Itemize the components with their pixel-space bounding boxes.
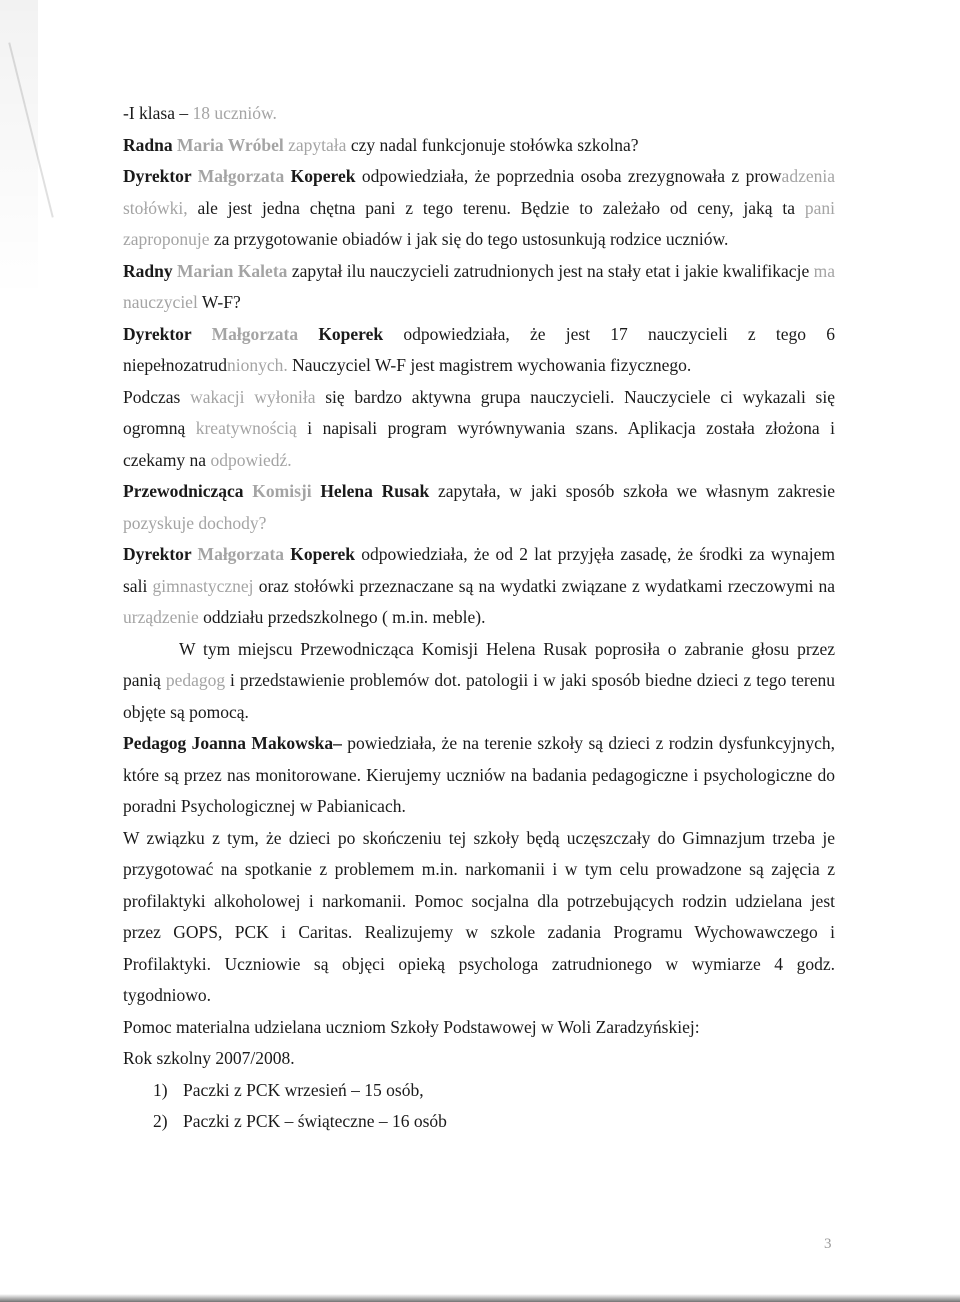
text-run: Małgorzata: [197, 166, 285, 186]
text-run: za przygotowanie obiadów i jak się do tego ustosunkują rodzice uczniów.: [209, 229, 729, 249]
text-run: Pedagog Joanna Makowska–: [123, 733, 342, 753]
document-body: [123, 98, 835, 1138]
text-run: Podczas: [123, 386, 191, 407]
text-run: Dyrektor: [123, 166, 198, 186]
text-run: pedagog: [165, 670, 226, 690]
text-run: Koperek: [284, 544, 356, 564]
text-run: Małgorzata: [211, 323, 299, 344]
list-item-number: 1): [153, 1079, 168, 1100]
text-run: 18 uczniów.: [192, 103, 277, 123]
text-run: Koperek: [284, 166, 356, 186]
text-run: adzenia stołówki,: [123, 166, 835, 218]
text-run: Małgorzata: [197, 544, 285, 564]
paragraph-p10: [123, 823, 835, 1012]
text-run: i napisali program wyrównywania szans. Aplikacja została złożona i czekamy na: [123, 418, 835, 470]
text-run: się bardzo aktywna grupa nauczycieli. Nauczyciele ci wykazali się ogromną: [123, 386, 835, 438]
text-run: zapytała: [283, 134, 347, 155]
aid-list: [123, 1075, 835, 1138]
text-run: Radny: [123, 260, 178, 281]
text-run: W tym miejscu Przewodnicząca Komisji Helena Rusak poprosiła o zabranie głosu przez panią: [123, 638, 835, 690]
text-run: zapytał ilu nauczycieli zatrudnionych jest na stały etat i jakie kwalifikacje: [287, 260, 814, 281]
text-run: zapytała, w jaki sposób szkoła we własnym zakresie: [429, 481, 836, 501]
text-run: pani zaproponuje: [123, 197, 835, 249]
text-run: pozyskuje dochody?: [123, 512, 267, 533]
text-run: i przedstawienie problemów dot. patologii i w jaki sposób biedne dzieci z tego terenu objęte są pomocą.: [123, 670, 835, 722]
text-run: odpowiedziała, że poprzednia osoba zrezygnowała z prow: [355, 166, 782, 186]
text-run: Dyrektor: [123, 323, 212, 344]
text-run: odpowiedź.: [210, 449, 292, 470]
text-run: Radna: [123, 134, 177, 155]
scan-shadow-bottom: [0, 1294, 960, 1302]
paragraph-p12: [123, 1043, 835, 1075]
paragraph-p1: [123, 130, 835, 162]
text-run: W związku z tym, że dzieci po skończeniu tej szkoły będą uczęszczały do Gimnazjum trzeba je przygotować na spotkanie z problemem m.in. narkomanii i w tym celu prowadzone są zajęcia z profilaktyki alkoholowej i narkomanii. Pomoc socjalna dla potrzebujących rodzin udzielana jest przez GOPS, PCK i Caritas. Realizujemy w szkole zadania Programu Wychowawczego i Profilaktyki. Uczniowie są objęci opieką psychologa zatrudnionego w wymiarze 4 godz. tygodniowo.: [123, 827, 835, 1005]
text-run: ale jest jedna chętna pani z tego terenu. Będzie to zależało od ceny, jaką ta: [197, 197, 805, 218]
text-run: gimnastycznej: [152, 575, 254, 596]
text-run: powiedziała, że na terenie szkoły są dzieci z rodzin dysfunkcyjnych, które są przez nas monitorowane. Kierujemy uczniów na badania pedagogiczne i psychologiczne do poradni Psychologicznej w Pabianicach.: [123, 733, 835, 816]
text-run: ma nauczyciel: [123, 260, 836, 312]
paragraph-p11: [123, 1012, 835, 1044]
text-run: W-F?: [197, 292, 241, 312]
paragraph-p7: [123, 539, 835, 634]
list-item-text: Paczki z PCK – świąteczne – 16 osób: [183, 1111, 447, 1131]
text-run: Marian Kaleta: [177, 260, 288, 281]
paragraph-p0: [123, 98, 835, 130]
list-item-text: Paczki z PCK wrzesień – 15 osób,: [183, 1079, 424, 1100]
text-run: kreatywnością: [195, 418, 297, 438]
paragraph-p9: [123, 728, 835, 823]
paragraph-p8: [123, 634, 835, 729]
text-run: oraz stołówki przeznaczane są na wydatki związane z wydatkami rzeczowymi na: [253, 575, 835, 596]
list-item-number: 2): [153, 1111, 168, 1131]
text-run: oddziału przedszkolnego ( m.in. meble).: [198, 607, 486, 627]
text-run: czy nadal funkcjonuje stołówka szkolna?: [346, 134, 639, 155]
text-run: wakacji wyłoniła: [190, 386, 316, 407]
scan-shadow-left: [0, 0, 38, 300]
text-run: Dyrektor: [123, 544, 198, 564]
text-run: Helena Rusak: [311, 481, 430, 501]
paragraph-p2: [123, 161, 835, 256]
text-run: nionych.: [226, 355, 288, 375]
text-run: Rok szkolny 2007/2008.: [123, 1048, 295, 1068]
text-run: Koperek: [298, 323, 384, 344]
text-run: Maria Wróbel: [176, 134, 284, 155]
text-run: -I klasa –: [123, 103, 193, 123]
text-run: Pomoc materialna udzielana uczniom Szkoły Podstawowej w Woli Zaradzyńskiej:: [123, 1016, 700, 1037]
paragraph-p5: [123, 382, 835, 477]
text-run: odpowiedziała, że jest 17 nauczycieli z tego 6 niepełnozatrud: [123, 323, 835, 375]
paragraph-p4: [123, 319, 835, 382]
page-number: 3: [824, 1236, 832, 1252]
list-item: [153, 1075, 835, 1107]
paragraph-p3: [123, 256, 835, 319]
list-item: [153, 1106, 835, 1138]
text-run: urządzenie: [123, 607, 199, 627]
paragraph-p6: [123, 476, 835, 539]
text-run: Przewodnicząca: [123, 481, 253, 501]
paragraphs: [123, 98, 835, 1075]
text-run: odpowiedziała, że od 2 lat przyjęła zasadę, że środki za wynajem sali: [123, 544, 835, 596]
text-run: Nauczyciel W-F jest magistrem wychowania fizycznego.: [287, 355, 692, 375]
text-run: Komisji: [252, 481, 312, 501]
